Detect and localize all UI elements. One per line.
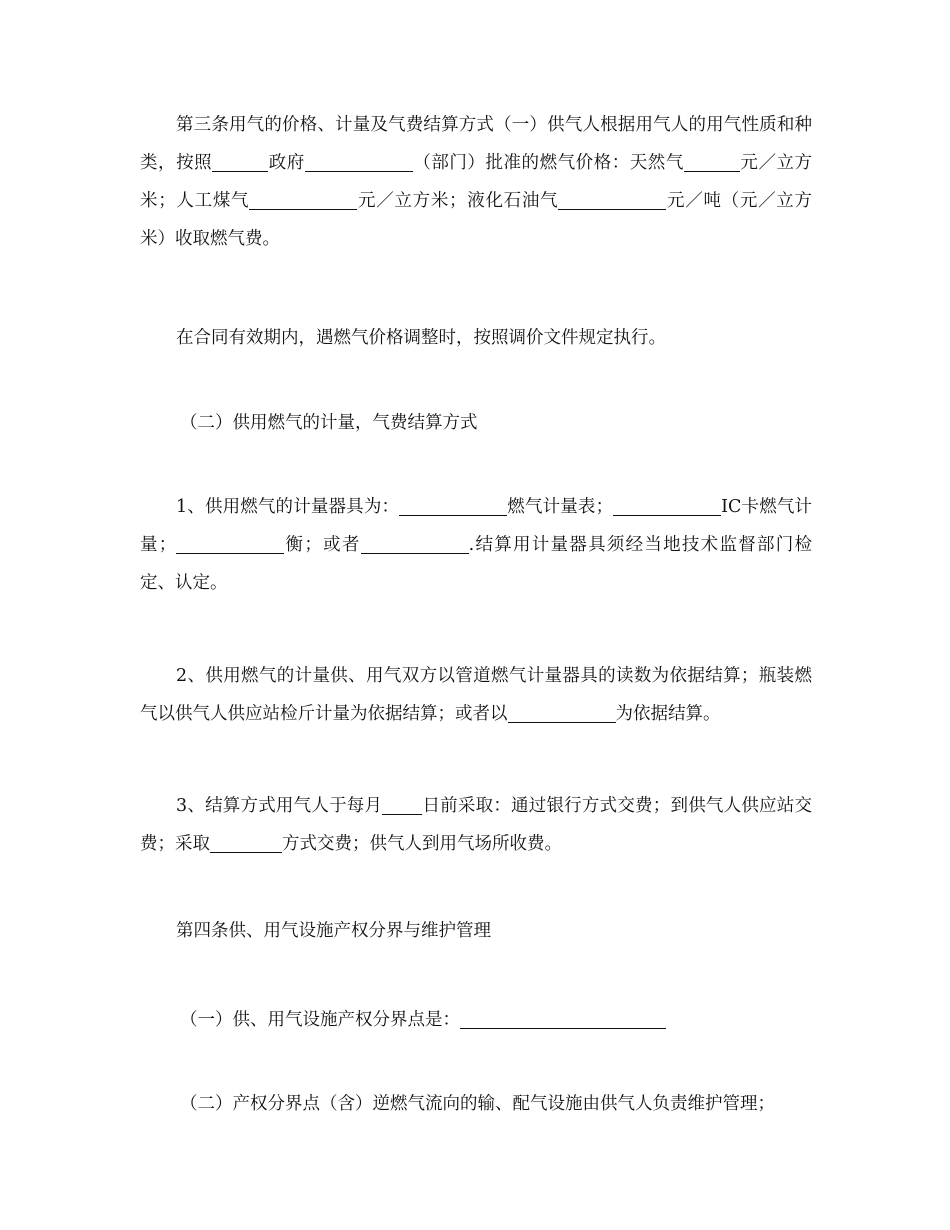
text-segment: 燃气计量表；	[507, 497, 614, 517]
text-segment: .结算用计量器具须经当地技术监督部门检定、认定。	[140, 535, 813, 593]
blank-line	[361, 533, 469, 554]
blank-line	[399, 495, 507, 516]
text-segment: 元／立方米；人工煤气	[140, 153, 813, 211]
text-segment: 日前采取：通过银行方式交费；到供气人供应站交费；采取	[140, 796, 812, 854]
article4-section-1	[140, 1001, 812, 1039]
text-segment: （部门）批准的燃气价格：天然气	[412, 153, 684, 173]
article3-item-2	[140, 657, 812, 733]
blank-line	[382, 794, 422, 815]
text-segment: 为依据结算。	[615, 704, 721, 724]
text-segment: 第三条用气的价格、计量及气费结算方式（一）供气人根据用气人的用气性质和种类，按照	[140, 115, 812, 173]
article3-section-2-heading: （二）供用燃气的计量，气费结算方式	[180, 413, 478, 433]
text-segment: 方式交费；供气人到用气场所收费。	[282, 834, 562, 854]
blank-line	[508, 702, 616, 723]
blank-line	[249, 189, 357, 210]
text-segment: IC卡燃气计量；	[140, 497, 812, 555]
blank-line	[613, 495, 721, 516]
article4-section-2: （二）产权分界点（含）逆燃气流向的输、配气设施由供气人负责维护管理；	[180, 1094, 775, 1114]
text-segment: 3、结算方式用气人于每月	[176, 796, 383, 816]
blank-line	[684, 151, 740, 172]
article4-title: 第四条供、用气设施产权分界与维护管理	[176, 921, 491, 941]
blank-line	[558, 189, 666, 210]
blank-line	[460, 1008, 666, 1029]
text-segment: 1、供用燃气的计量器具为：	[176, 497, 400, 517]
article3-item-1	[140, 488, 812, 602]
article3-item-3	[140, 787, 812, 863]
text-segment: 政府	[268, 153, 305, 173]
text-segment: 元／立方米；液化石油气	[357, 191, 559, 211]
article3-paragraph-adjustment: 在合同有效期内，遇燃气价格调整时，按照调价文件规定执行。	[176, 328, 666, 348]
text-segment: （一）供、用气设施产权分界点是：	[180, 1010, 460, 1030]
blank-line	[212, 151, 268, 172]
text-segment: 2、供用燃气的计量供、用气双方以管道燃气计量器具的读数为依据结算；瓶装燃气以供气人供应站检斤计量为依据结算；或者以	[140, 666, 812, 724]
blank-line	[176, 533, 284, 554]
blank-line	[210, 832, 282, 853]
blank-line	[305, 151, 413, 172]
article3-paragraph-price	[140, 106, 812, 258]
text-segment: 衡；或者	[284, 535, 361, 555]
text-segment: 元／吨（元／立方米）收取燃气费。	[140, 191, 813, 249]
